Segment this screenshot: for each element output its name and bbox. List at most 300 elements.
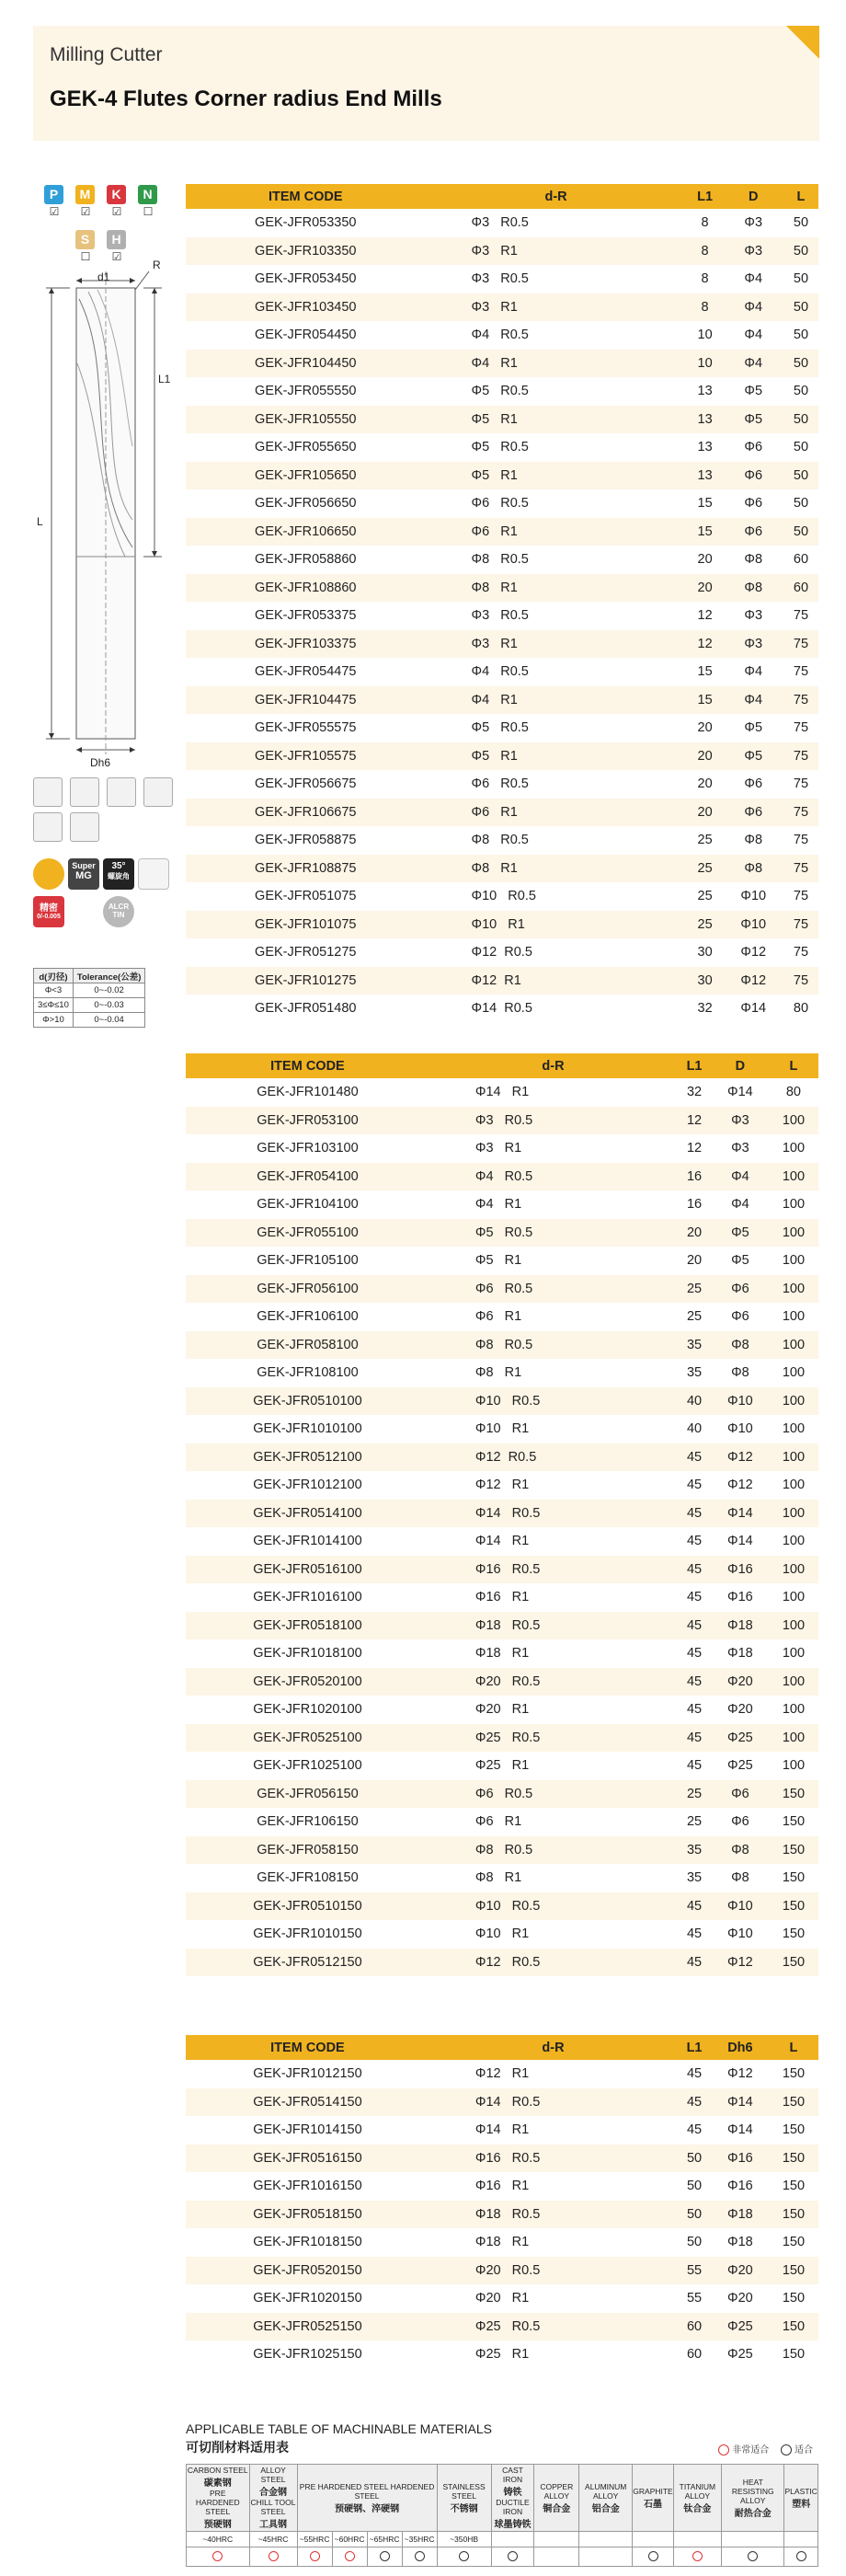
table-header-row [186,184,818,209]
table-cell: Φ12 [740,945,767,960]
table-row [186,1836,818,1865]
table-cell: 20 [697,776,713,792]
table-cell: Φ8 R0.5 [471,552,529,568]
table-cell: 100 [782,1590,806,1605]
table-cell: GEK-JFR1016150 [253,2179,362,2194]
table-cell: Φ4 [724,686,783,715]
table-cell: Φ25 R1 [474,2347,530,2363]
table-row [186,2313,818,2341]
table-cell: GEK-JFR053350 [255,215,357,231]
table-cell: Φ6 [731,1309,749,1325]
table-cell: 55 [686,2291,703,2306]
table-cell: Φ8 R0.5 [429,1836,677,1865]
column-header: L1 [687,184,724,209]
table-header-row [186,2035,818,2060]
table-cell: 20 [687,742,724,771]
table-cell: 25 [686,1814,703,1830]
hardness-cell [784,2532,818,2547]
suitability-cell [633,2547,673,2567]
table-cell: Φ10 [712,1387,769,1416]
precision-value: 0/-0.005 [37,914,61,920]
table-cell: 150 [782,2179,806,2194]
table-cell: Φ10 [740,889,767,904]
tol-cell: Φ<3 [34,983,74,998]
suitability-cell [367,2547,402,2567]
table-cell: GEK-JFR0518100 [186,1612,429,1640]
hardness-cell [579,2532,633,2547]
table-cell: 12 [686,1141,703,1156]
table-cell: 60 [686,2347,703,2363]
table-cell: 50 [793,215,809,231]
table-cell: Φ20 [712,1668,769,1696]
table-cell: 150 [782,2235,806,2250]
table-row [186,433,818,462]
table-cell: GEK-JFR108875 [186,855,426,883]
mat-group: COPPER ALLOY 铜合金 [534,2465,579,2532]
table-cell: GEK-JFR056100 [186,1275,429,1304]
table-cell: 50 [793,496,809,512]
table-cell: GEK-JFR058100 [186,1331,429,1360]
table-cell: GEK-JFR056150 [186,1780,429,1809]
table-cell: Φ12 [712,1949,769,1977]
table-cell: 100 [782,1478,806,1493]
table-cell: GEK-JFR054450 [255,328,357,343]
table-cell: GEK-JFR0525150 [186,2313,429,2341]
table-cell: Φ5 [744,720,763,736]
table-cell: Φ3 [744,215,763,231]
table-cell: GEK-JFR0514150 [186,2088,429,2117]
table-cell: Φ16 [727,1590,753,1605]
table-cell: Φ10 R1 [474,1421,530,1437]
table-cell: 45 [677,1556,712,1584]
column-header: Dh6 [712,2035,769,2060]
table-cell: Φ25 [712,1724,769,1753]
table-cell: Φ5 R0.5 [429,1219,677,1248]
table-cell: 75 [783,911,818,939]
table-cell: Φ25 R1 [474,1758,530,1774]
table-cell: GEK-JFR105550 [186,406,426,434]
table-cell: 40 [686,1421,703,1437]
helix-angle-icon [103,858,134,890]
hardness-row [187,2532,818,2547]
table-cell: 150 [782,1814,806,1830]
table-cell: Φ25 [727,1758,753,1774]
check-n: ☐ [143,205,154,218]
table-cell: GEK-JFR051480 [255,1001,357,1017]
table-cell: 45 [686,1478,703,1493]
table-cell: Φ16 R0.5 [429,2145,677,2173]
table-cell: 75 [783,799,818,827]
table-cell: GEK-JFR058875 [255,833,357,848]
table-row [186,1780,818,1809]
table-cell: GEK-JFR106675 [186,799,426,827]
table-cell: Φ4 R0.5 [471,664,529,680]
table-cell: Φ14 R1 [474,1534,530,1549]
table-row [186,1387,818,1416]
mat-group: GRAPHITE 石墨 [633,2465,673,2532]
table-cell: Φ5 [712,1219,769,1248]
highly-suitable-circle-icon [310,2551,320,2561]
table-cell: 20 [687,799,724,827]
table-cell: Φ8 [731,1365,749,1381]
table-cell: 75 [783,630,818,659]
table-cell: 100 [782,1758,806,1774]
table-cell: 45 [686,1926,703,1942]
table-cell: 12 [697,608,713,624]
table-cell: Φ16 R1 [474,2179,530,2194]
table-cell: 45 [686,1590,703,1605]
tol-cell: 0~-0.04 [73,1013,145,1028]
table-cell: 50 [793,271,809,287]
suitability-cell [579,2547,633,2567]
table-cell: GEK-JFR1018100 [253,1646,362,1662]
table-row [186,799,818,827]
table-cell: GEK-JFR103450 [186,293,426,322]
table-cell: Φ4 R1 [474,1197,522,1213]
table-cell: Φ8 [724,574,783,603]
suitability-cell [249,2547,297,2567]
hardness-cell [534,2532,579,2547]
label-dh6: Dh6 [90,756,111,769]
table-cell: Φ4 [724,293,783,322]
table-row [186,2284,818,2313]
table-cell: Φ14 [712,1500,769,1528]
table-cell: 100 [769,1275,818,1304]
table-cell: 45 [677,1949,712,1977]
table-row [186,1163,818,1191]
column-header: L [783,184,818,209]
best-circle-icon [718,2444,729,2455]
table-cell: 55 [677,2257,712,2285]
table-cell: GEK-JFR0510150 [186,1892,429,1921]
table-cell: 45 [686,1534,703,1549]
table-row [186,1190,818,1219]
table-cell: GEK-JFR104100 [257,1197,359,1213]
table-cell: 150 [769,2145,818,2173]
table-cell: 50 [793,328,809,343]
table-cell: 100 [782,1646,806,1662]
table-row [186,1639,818,1668]
table-cell: GEK-JFR053375 [255,608,357,624]
suitable-circle-icon [459,2551,469,2561]
table-cell: GEK-JFR1020100 [253,1702,362,1718]
table-cell: 150 [769,1892,818,1921]
table-cell: GEK-JFR103375 [186,630,426,659]
table-cell: Φ18 [727,2235,753,2250]
table-cell: 50 [677,2145,712,2173]
table-cell: GEK-JFR054100 [186,1163,429,1191]
table-cell: Φ18 [712,2201,769,2229]
coating-label: ALCR [108,903,130,911]
plunging-icon [33,812,63,842]
table-cell: 150 [769,2313,818,2341]
table-row [186,1078,818,1107]
check-s: ☐ [80,250,91,263]
table-cell: 150 [769,2201,818,2229]
table-cell: Φ20 R1 [474,2291,530,2306]
table-cell: 13 [697,384,713,399]
table-cell: GEK-JFR108150 [257,1870,359,1886]
table-cell: Φ6 [712,1275,769,1304]
table-row [186,1500,818,1528]
table-cell: GEK-JFR105100 [257,1253,359,1269]
table-row [186,630,818,659]
table-row [186,209,818,237]
table-cell: GEK-JFR1014150 [253,2122,362,2138]
table-cell: 100 [782,1534,806,1549]
table-cell: Φ10 R0.5 [471,889,536,904]
table-cell: Φ14 [727,2122,753,2138]
table-cell: Φ8 R1 [426,574,687,603]
table-cell: 100 [782,1702,806,1718]
hardness-cell: ~35HRC [402,2532,437,2547]
table-row [186,237,818,266]
corner-accent [786,26,819,59]
table-cell: GEK-JFR056675 [255,776,357,792]
column-header: D [724,184,783,209]
table-cell: 150 [769,1780,818,1809]
mat-group: ALLOY STEEL 合金钢 CHILL TOOL STEEL 工具钢 [250,2466,296,2530]
tolerance-table [33,968,145,1028]
table-cell: GEK-JFR104475 [186,686,426,715]
table-row [186,293,818,322]
table-cell: 45 [677,1724,712,1753]
table-cell: Φ6 R1 [474,1309,522,1325]
hardness-cell: ~65HRC [367,2532,402,2547]
table-cell: 150 [782,1926,806,1942]
table-cell: Φ20 [727,1702,753,1718]
table-row [186,714,818,742]
table-cell: GEK-JFR0520150 [186,2257,429,2285]
table-cell: Φ3 R1 [426,293,687,322]
table-cell: 45 [677,1612,712,1640]
table-cell: Φ3 R1 [474,1141,522,1156]
table-cell: Φ4 [744,328,763,343]
table-cell: 10 [697,328,713,343]
table-row [186,686,818,715]
table-row [186,1443,818,1472]
table-cell: 50 [686,2179,703,2194]
mat-group: CARBON STEEL 碳素钢 PRE HARDENED STEEL 预硬钢 [187,2466,248,2530]
table-cell: GEK-JFR101275 [186,967,426,995]
table-cell: 60 [793,552,809,568]
label-r: R [153,259,161,271]
table-cell: Φ20 [727,2291,753,2306]
hardness-cell: ~60HRC [332,2532,367,2547]
table-cell: Φ8 [712,1331,769,1360]
table-cell: 35 [677,1836,712,1865]
table-cell: Φ3 [712,1107,769,1135]
suitability-cell [297,2547,332,2567]
precision-icon [33,896,64,927]
table-cell: 12 [677,1107,712,1135]
table-row [186,1134,818,1163]
table-cell: 45 [686,1702,703,1718]
table-cell: 80 [785,1085,801,1100]
table-cell: 45 [686,1758,703,1774]
table-cell: Φ3 R0.5 [471,215,529,231]
table-cell: GEK-JFR101480 [257,1085,359,1100]
table-row [186,1808,818,1836]
table-cell: Φ12 [712,1443,769,1472]
table-row [186,1752,818,1780]
tol-cell: 0~-0.03 [73,998,145,1013]
column-header: L [769,1053,818,1078]
table-cell: 8 [687,237,724,266]
suitability-cell [437,2547,491,2567]
table-cell: 15 [687,518,724,546]
column-header: d-R [429,2035,677,2060]
table-cell: 50 [783,406,818,434]
table-row [186,350,818,378]
table-cell: 30 [687,967,724,995]
table-cell: Φ16 [712,1556,769,1584]
table-cell: Φ12 R1 [426,967,687,995]
table-cell: Φ3 R0.5 [429,1107,677,1135]
check-p: ☑ [49,205,60,218]
table-cell: 60 [677,2313,712,2341]
table-cell: Φ6 [712,1780,769,1809]
facing-icon [143,777,173,807]
table-row [186,1892,818,1921]
materials-title-en: APPLICABLE TABLE OF MACHINABLE MATERIALS [186,2421,492,2436]
column-header: ITEM CODE [186,184,426,209]
table-cell: GEK-JFR0512100 [186,1443,429,1472]
cutter-icon [138,858,169,890]
column-header: L1 [677,1053,712,1078]
table-cell: Φ6 R0.5 [471,776,529,792]
table-cell: Φ18 R1 [474,1646,530,1662]
table-cell: 20 [686,1253,703,1269]
check-h: ☑ [111,250,122,263]
badge-p: P [44,185,63,204]
table-row [186,742,818,771]
table-cell: 32 [697,1001,713,1017]
column-header: L [769,2035,818,2060]
table-cell: Φ6 [731,1814,749,1830]
badge-n: N [138,185,157,204]
badge-k: K [107,185,126,204]
table-cell: Φ6 R0.5 [471,496,529,512]
table-cell: 100 [769,1724,818,1753]
end-mill-drawing [33,262,180,777]
table-cell: 75 [793,664,809,680]
table-row [186,826,818,855]
table-cell: GEK-JFR106650 [186,518,426,546]
table-cell: Φ10 [712,1892,769,1921]
table-row [186,2172,818,2201]
table-cell: 50 [783,518,818,546]
table-cell: Φ4 R0.5 [429,1163,677,1191]
table-cell: GEK-JFR106150 [257,1814,359,1830]
table-cell: GEK-JFR0516100 [186,1556,429,1584]
table-row [186,1583,818,1612]
table-cell: 100 [769,1500,818,1528]
table-cell: Φ16 [727,2179,753,2194]
table-cell: 50 [783,462,818,490]
mat-group: STAINLESS STEEL 不锈钢 [437,2465,491,2532]
hardness-cell [673,2532,721,2547]
table-cell: 8 [701,215,709,231]
table-cell: GEK-JFR058150 [186,1836,429,1865]
table-cell: 45 [677,1668,712,1696]
table-cell: 100 [782,1365,806,1381]
table-cell: 100 [782,1421,806,1437]
column-header: d-R [429,1053,677,1078]
table-row [186,882,818,911]
table-cell: Φ6 [744,776,763,792]
suitability-cell [534,2547,579,2567]
table-cell: GEK-JFR1025150 [253,2347,362,2363]
table-cell: Φ8 R1 [474,1870,522,1886]
table-row [186,1612,818,1640]
table-row [186,1415,818,1443]
table-cell: Φ3 R0.5 [471,271,529,287]
table-cell: Φ5 R0.5 [471,440,529,455]
table-cell: 15 [697,496,713,512]
badge-s: S [75,230,95,249]
table-row [186,938,818,967]
table-row [186,1724,818,1753]
table-row [186,1247,818,1275]
coating-shield-icon [33,858,64,890]
hardness-cell: ~40HRC [187,2532,250,2547]
table-cell: GEK-JFR1010100 [253,1421,362,1437]
table-cell: 100 [769,1163,818,1191]
table-cell: GEK-JFR103100 [257,1141,359,1156]
table-cell: Φ14 [727,1085,753,1100]
hardness-cell: ~350HB [437,2532,491,2547]
table-row [186,911,818,939]
table-cell: 150 [782,2291,806,2306]
table-cell: GEK-JFR055550 [255,384,357,399]
table-cell: Φ8 R0.5 [429,1331,677,1360]
table-cell: Φ8 R0.5 [471,833,529,848]
suitability-cell [491,2547,534,2567]
table-cell: 40 [677,1387,712,1416]
table-cell: 13 [687,462,724,490]
table-cell: Φ10 R0.5 [429,1387,677,1416]
table-header-row [186,1053,818,1078]
table-cell: 50 [783,350,818,378]
mat-group: ALUMINUM ALLOY 铝合金 [579,2465,633,2532]
table-cell: Φ6 R0.5 [429,1275,677,1304]
table-cell: Φ14 [727,1534,753,1549]
table-cell: GEK-JFR1025100 [253,1758,362,1774]
table-cell: 20 [697,720,713,736]
table-cell: GEK-JFR056650 [255,496,357,512]
table-cell: Φ8 [744,833,763,848]
table-cell: Φ18 R0.5 [429,1612,677,1640]
table-cell: 25 [686,1309,703,1325]
table-cell: GEK-JFR1012100 [253,1478,362,1493]
highly-suitable-circle-icon [692,2551,703,2561]
hardness-cell: ~45HRC [249,2532,297,2547]
table-row [186,1275,818,1304]
table-cell: 12 [687,630,724,659]
table-cell: Φ10 [727,1421,753,1437]
table-cell: GEK-JFR053450 [255,271,357,287]
table-cell: 100 [769,1107,818,1135]
table-cell: Φ6 R0.5 [429,1780,677,1809]
table-cell: GEK-JFR105650 [186,462,426,490]
suitability-cell [784,2547,818,2567]
table-cell: 100 [782,1309,806,1325]
table-cell: Φ14 [740,1001,767,1017]
table-cell: Φ20 R0.5 [429,1668,677,1696]
table-cell: Φ4 R1 [426,686,687,715]
table-cell: Φ14 R1 [474,2122,530,2138]
